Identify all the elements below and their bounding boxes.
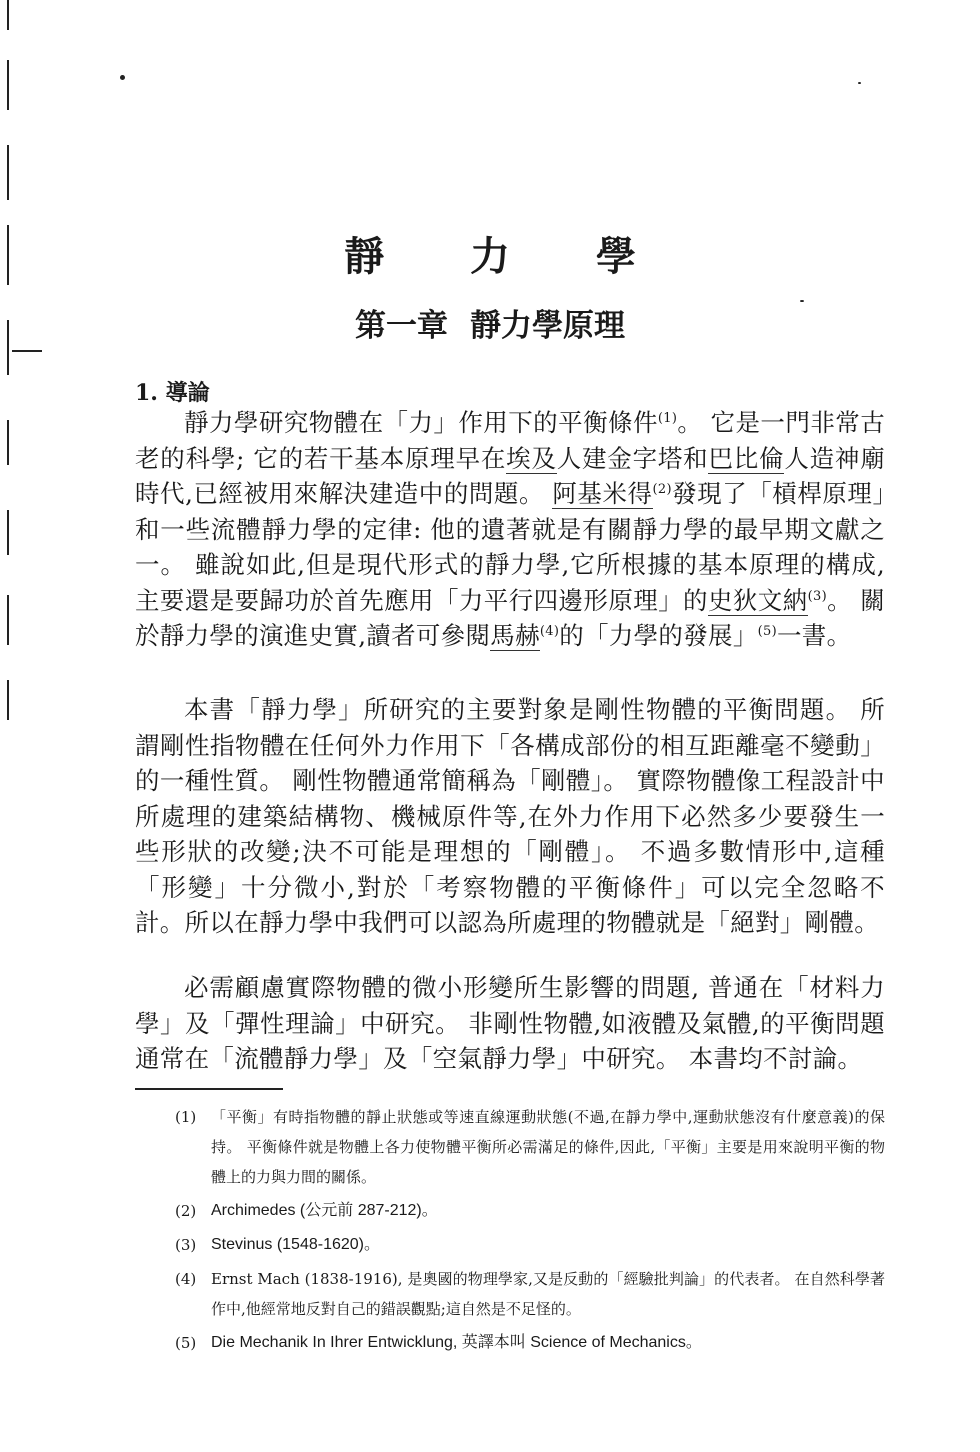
- scan-speck: [120, 75, 125, 80]
- scan-edge-mark: [7, 60, 9, 110]
- paragraph-intro: [135, 405, 885, 654]
- footnote-ref: (4): [539, 623, 560, 639]
- text-run: 。 它是一門非常古老的科學; 它的若干基本原理早在: [135, 408, 885, 473]
- scan-edge-mark: [7, 595, 9, 645]
- proper-name-mach: 馬赫: [490, 621, 540, 650]
- proper-name-babylon: 巴比倫: [708, 443, 785, 473]
- scan-edge-mark: [7, 510, 9, 555]
- text-run: 。 關於靜力學的演進史實,讀者可參閱: [135, 585, 885, 650]
- footnote-text: Archimedes (公元前 287-212)。: [211, 1202, 438, 1219]
- footnote-text: Stevinus (1548-1620)。: [211, 1236, 380, 1253]
- text-run: 人造神廟時代,已經被用來解決建造中的問題。: [135, 443, 886, 508]
- footnote-5: [175, 1328, 885, 1358]
- text-run: 發現了「槓桿原理」和一些流體靜力學的定律: 他的遺著就是有關靜力學的最早期文獻之一。 雖說如此,但是現代形式的靜力學,它所根據的基本原理的構成,主要還是要歸功於首先應用「力平行四邊形原理」的: [135, 479, 886, 615]
- paragraph-scope: 必需顧慮實際物體的微小形變所生影響的問題, 普通在「材料力學」及「彈性理論」中研究。 非剛性物體,如液體及氣體,的平衡問題通常在「流體靜力學」及「空氣靜力學」中研究。 本書均不討論。: [135, 973, 885, 1073]
- scan-edge-mark: [7, 0, 9, 30]
- text-run: 一書。: [776, 621, 852, 650]
- chapter-heading: [0, 300, 980, 345]
- text-run: 靜力學研究物體在「力」作用下的平衡條件: [184, 408, 658, 437]
- paragraph-rigid-body: 本書「靜力學」所研究的主要對象是剛性物體的平衡問題。 所謂剛性指物體在任何外力作用下「各構成部份的相互距離毫不變動」的一種性質。 剛性物體通常簡稱為「剛體」。 實際物體像工程設計中所處理的建築結構物、機械原件等,在外力作用下必然多少要發生一些形狀的改變;決不可能是理想的「剛體」。 不過多數情形中,這種「形變」十分微小,對於「考察物體的平衡條件」可以完全忽略不計。所以在靜力學中我們可以認為所處理的物體就是「絕對」剛體。: [135, 695, 885, 937]
- text-run: 人建金字塔和: [556, 443, 709, 473]
- section-heading: 1. 導論: [135, 380, 210, 406]
- footnote-mark: (3): [175, 1236, 197, 1254]
- proper-name-stevinus: 史狄文納: [707, 585, 808, 615]
- footnote-mark: (4): [175, 1270, 197, 1288]
- footnote-ref: (2): [652, 481, 672, 497]
- footnote-1: [175, 1102, 885, 1192]
- scan-edge-mark: [7, 680, 9, 720]
- footnote-ref: (3): [807, 588, 827, 604]
- footnote-text: Ernst Mach (1838-1916), 是奧國的物理學家,又是反動的「經驗批判論」的代表者。 在自然科學著作中,他經常地反對自己的錯誤觀點;這自然是不足怪的。: [211, 1270, 885, 1318]
- footnote-separator: [135, 1088, 283, 1090]
- footnote-ref: (5): [757, 623, 777, 639]
- proper-name-archimedes: 阿基米得: [552, 479, 653, 508]
- footnote-4: [175, 1264, 885, 1324]
- book-title: 靜 力 學: [344, 233, 672, 280]
- text-run: 的「力學的發展」: [559, 621, 758, 650]
- footnote-text: 「平衡」有時指物體的靜止狀態或等速直線運動狀態(不過,在靜力學中,運動狀態沒有什麼意義)的保持。 平衡條件就是物體上各力使物體平衡所必需滿足的條件,因此,「平衡」主要是用來說明平衡的物體上的力與力間的關係。: [211, 1108, 885, 1186]
- scan-speck: [858, 82, 861, 84]
- chapter-number: 第一章: [355, 308, 448, 344]
- footnote-3: [175, 1230, 885, 1260]
- scan-edge-mark: [7, 145, 9, 200]
- footnote-2: [175, 1196, 885, 1226]
- footnote-text: Die Mechanik In Ihrer Entwicklung, 英譯本叫 Science of Mechanics。: [211, 1334, 702, 1351]
- scan-edge-mark: [12, 350, 42, 352]
- scan-edge-mark: [7, 420, 9, 465]
- footnote-ref: (1): [657, 410, 678, 426]
- footnote-mark: (1): [175, 1108, 197, 1126]
- footnote-mark: (2): [175, 1202, 197, 1220]
- footnote-mark: (5): [175, 1334, 197, 1352]
- chapter-name: 靜力學原理: [470, 308, 625, 344]
- proper-name-egypt: 埃及: [506, 443, 557, 473]
- footnotes: [175, 1102, 885, 1362]
